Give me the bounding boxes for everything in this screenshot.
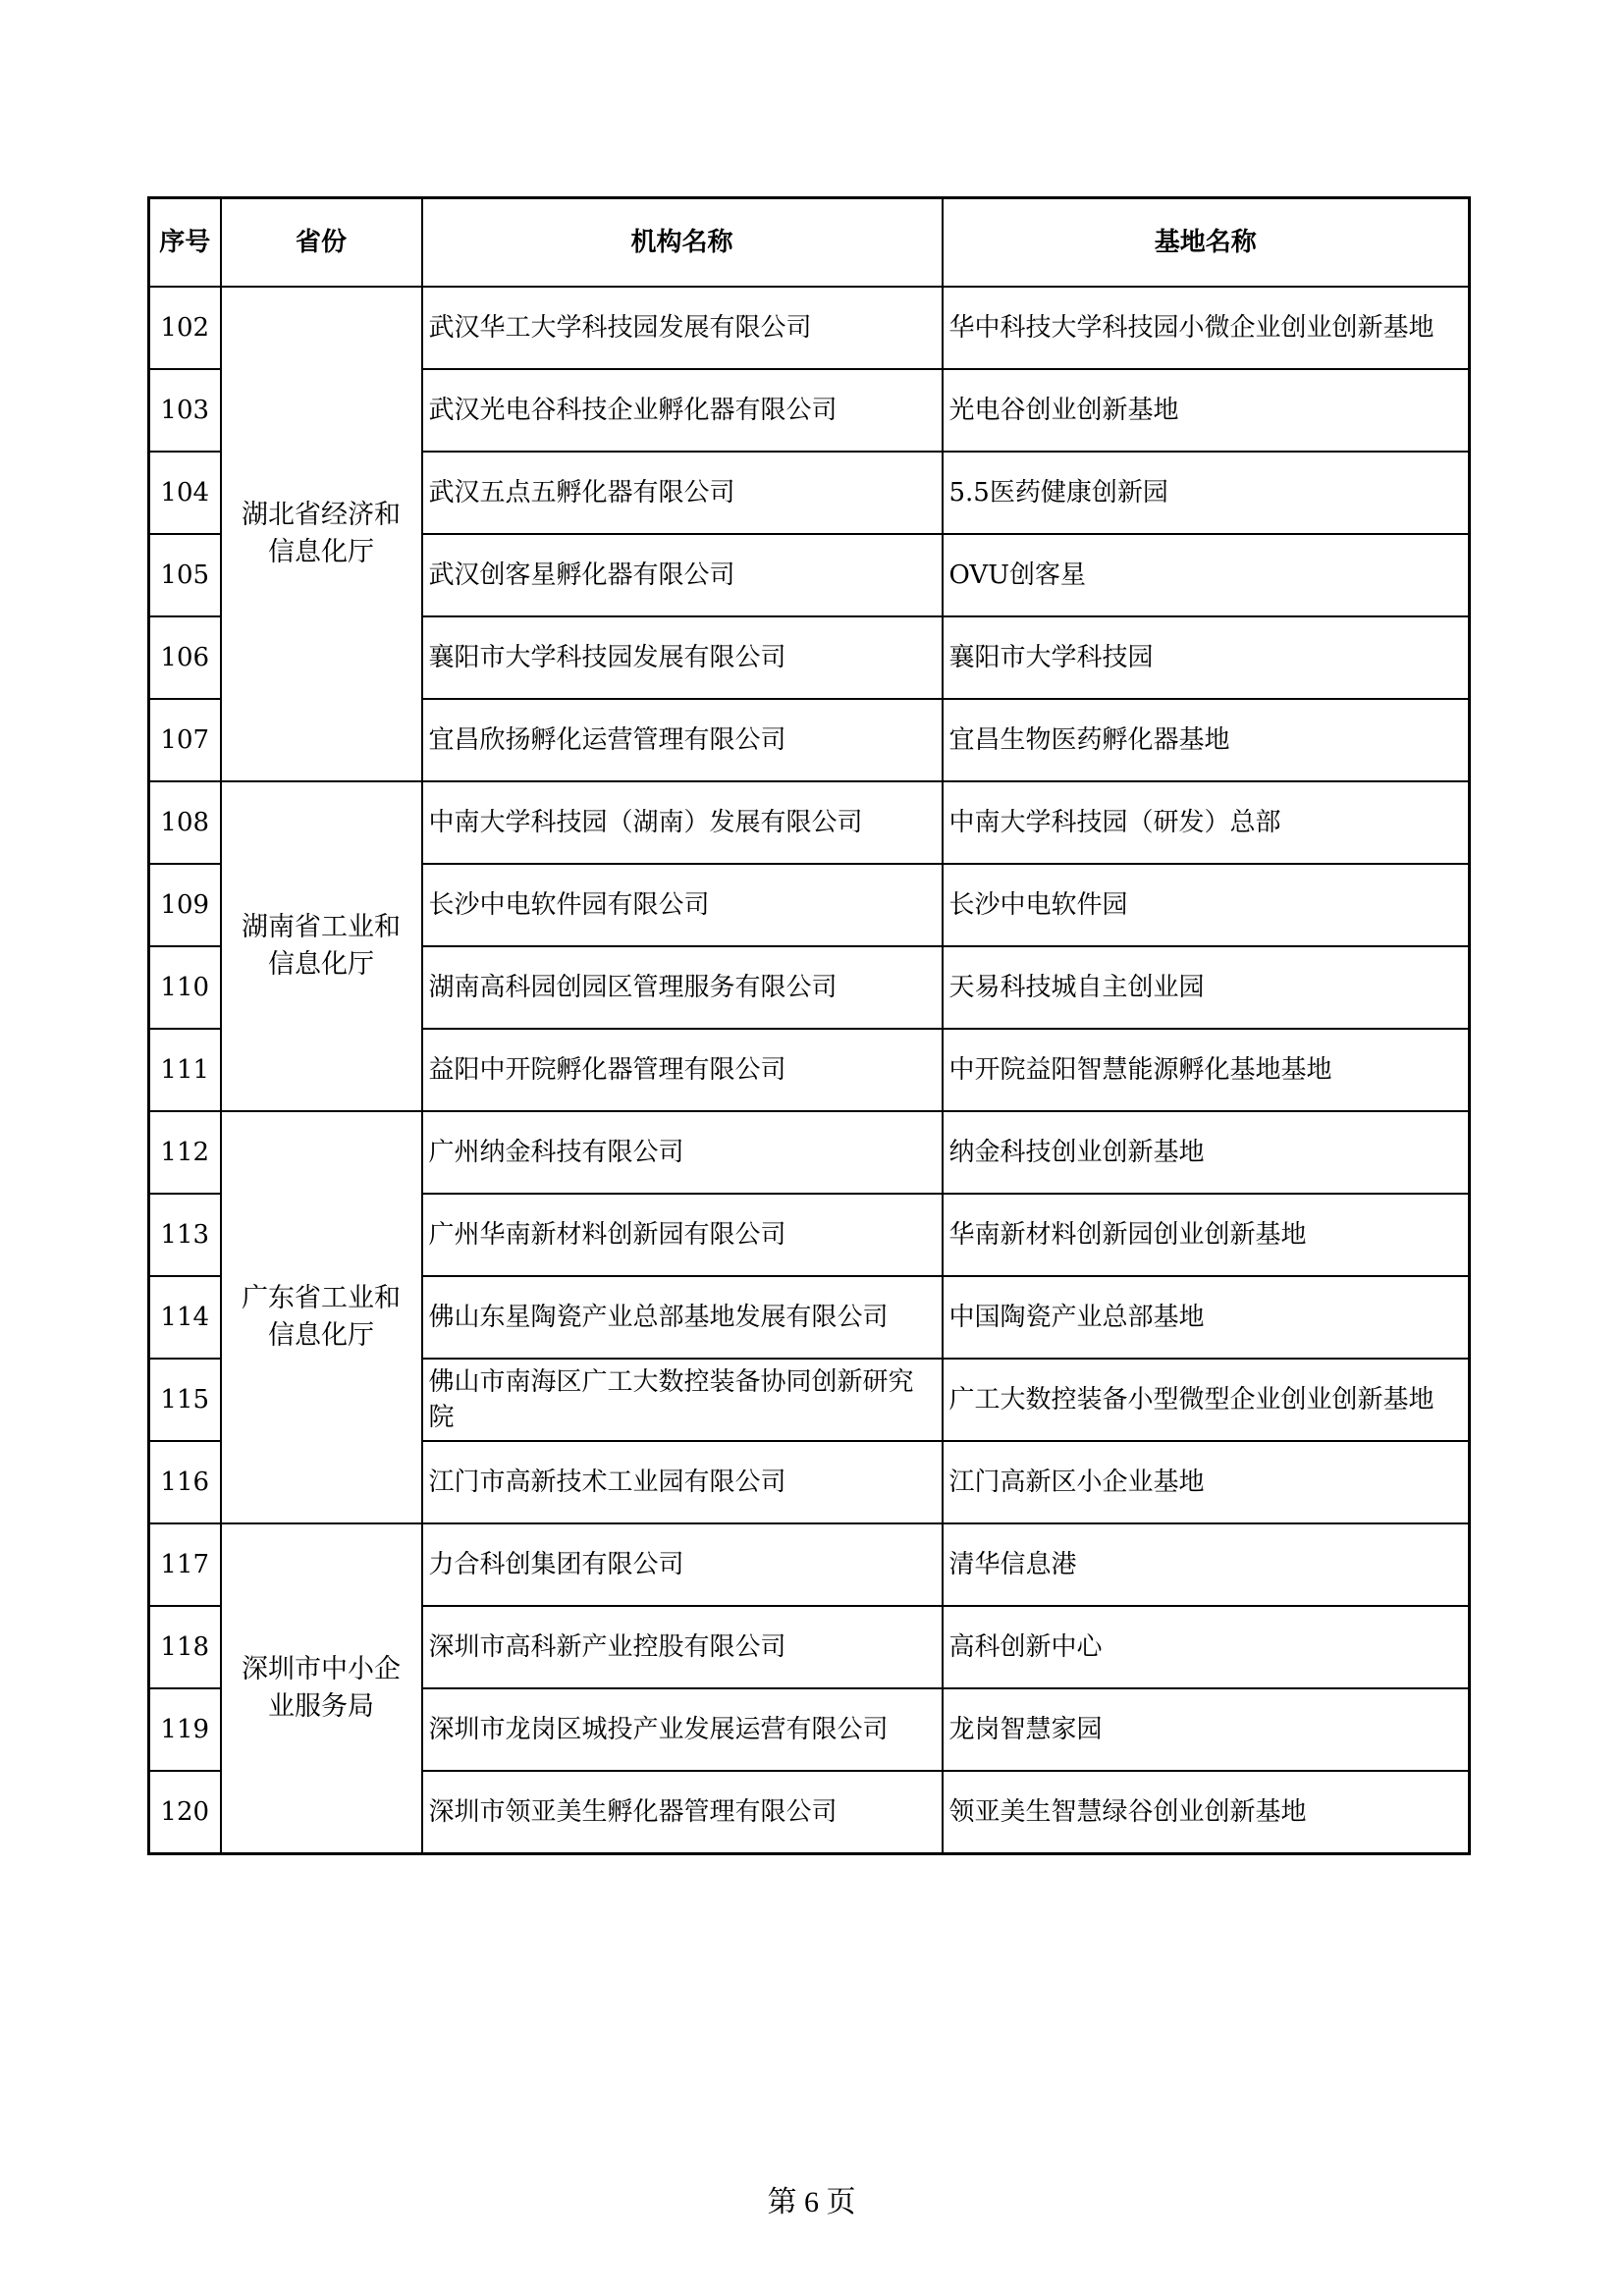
base-name-cell: 天易科技城自主创业园 — [943, 946, 1470, 1029]
seq-cell: 103 — [149, 369, 221, 452]
org-name-cell: 武汉光电谷科技企业孵化器有限公司 — [422, 369, 943, 452]
base-name-cell: 华南新材料创新园创业创新基地 — [943, 1194, 1470, 1276]
seq-cell: 107 — [149, 699, 221, 781]
org-name-cell: 江门市高新技术工业园有限公司 — [422, 1441, 943, 1523]
seq-cell: 113 — [149, 1194, 221, 1276]
base-name-cell: 长沙中电软件园 — [943, 864, 1470, 946]
seq-cell: 119 — [149, 1688, 221, 1771]
org-name-cell: 武汉华工大学科技园发展有限公司 — [422, 287, 943, 369]
org-name-cell: 深圳市高科新产业控股有限公司 — [422, 1606, 943, 1688]
base-name-cell: 清华信息港 — [943, 1523, 1470, 1606]
table-body — [149, 287, 1470, 1854]
base-name-cell: 襄阳市大学科技园 — [943, 616, 1470, 699]
province-cell: 湖南省工业和信息化厅 — [221, 781, 422, 1111]
header-base: 基地名称 — [943, 198, 1470, 288]
seq-cell: 106 — [149, 616, 221, 699]
seq-cell: 105 — [149, 534, 221, 616]
province-cell: 湖北省经济和信息化厅 — [221, 287, 422, 781]
base-name-cell: 龙岗智慧家园 — [943, 1688, 1470, 1771]
org-name-cell: 襄阳市大学科技园发展有限公司 — [422, 616, 943, 699]
table-header-row — [149, 198, 1470, 288]
province-cell: 广东省工业和信息化厅 — [221, 1111, 422, 1523]
table-row — [149, 1111, 1470, 1194]
org-name-cell: 中南大学科技园（湖南）发展有限公司 — [422, 781, 943, 864]
base-name-cell: OVU创客星 — [943, 534, 1470, 616]
header-province: 省份 — [221, 198, 422, 288]
base-name-cell: 中南大学科技园（研发）总部 — [943, 781, 1470, 864]
header-org: 机构名称 — [422, 198, 943, 288]
org-name-cell: 深圳市龙岗区城投产业发展运营有限公司 — [422, 1688, 943, 1771]
base-name-cell: 光电谷创业创新基地 — [943, 369, 1470, 452]
province-cell: 深圳市中小企业服务局 — [221, 1523, 422, 1854]
base-name-cell: 领亚美生智慧绿谷创业创新基地 — [943, 1771, 1470, 1854]
seq-cell: 114 — [149, 1276, 221, 1359]
org-name-cell: 武汉五点五孵化器有限公司 — [422, 452, 943, 534]
base-name-cell: 中国陶瓷产业总部基地 — [943, 1276, 1470, 1359]
org-name-cell: 长沙中电软件园有限公司 — [422, 864, 943, 946]
table-row — [149, 287, 1470, 369]
org-name-cell: 宜昌欣扬孵化运营管理有限公司 — [422, 699, 943, 781]
table-row — [149, 781, 1470, 864]
org-name-cell: 湖南高科园创园区管理服务有限公司 — [422, 946, 943, 1029]
org-name-cell: 佛山市南海区广工大数控装备协同创新研究院 — [422, 1359, 943, 1441]
seq-cell: 117 — [149, 1523, 221, 1606]
org-name-cell: 力合科创集团有限公司 — [422, 1523, 943, 1606]
org-name-cell: 广州华南新材料创新园有限公司 — [422, 1194, 943, 1276]
seq-cell: 115 — [149, 1359, 221, 1441]
page-number: 第 6 页 — [767, 2186, 856, 2218]
seq-cell: 111 — [149, 1029, 221, 1111]
org-name-cell: 深圳市领亚美生孵化器管理有限公司 — [422, 1771, 943, 1854]
seq-cell: 108 — [149, 781, 221, 864]
seq-cell: 109 — [149, 864, 221, 946]
table-row — [149, 1523, 1470, 1606]
base-name-cell: 宜昌生物医药孵化器基地 — [943, 699, 1470, 781]
base-name-cell: 华中科技大学科技园小微企业创业创新基地 — [943, 287, 1470, 369]
seq-cell: 102 — [149, 287, 221, 369]
base-name-cell: 江门高新区小企业基地 — [943, 1441, 1470, 1523]
org-name-cell: 武汉创客星孵化器有限公司 — [422, 534, 943, 616]
seq-cell: 116 — [149, 1441, 221, 1523]
institution-table — [147, 196, 1471, 1855]
base-name-cell: 广工大数控装备小型微型企业创业创新基地 — [943, 1359, 1470, 1441]
base-name-cell: 中开院益阳智慧能源孵化基地基地 — [943, 1029, 1470, 1111]
seq-cell: 118 — [149, 1606, 221, 1688]
seq-cell: 112 — [149, 1111, 221, 1194]
seq-cell: 110 — [149, 946, 221, 1029]
seq-cell: 104 — [149, 452, 221, 534]
base-name-cell: 纳金科技创业创新基地 — [943, 1111, 1470, 1194]
header-seq: 序号 — [149, 198, 221, 288]
org-name-cell: 益阳中开院孵化器管理有限公司 — [422, 1029, 943, 1111]
base-name-cell: 高科创新中心 — [943, 1606, 1470, 1688]
base-name-cell: 5.5医药健康创新园 — [943, 452, 1470, 534]
seq-cell: 120 — [149, 1771, 221, 1854]
org-name-cell: 广州纳金科技有限公司 — [422, 1111, 943, 1194]
org-name-cell: 佛山东星陶瓷产业总部基地发展有限公司 — [422, 1276, 943, 1359]
